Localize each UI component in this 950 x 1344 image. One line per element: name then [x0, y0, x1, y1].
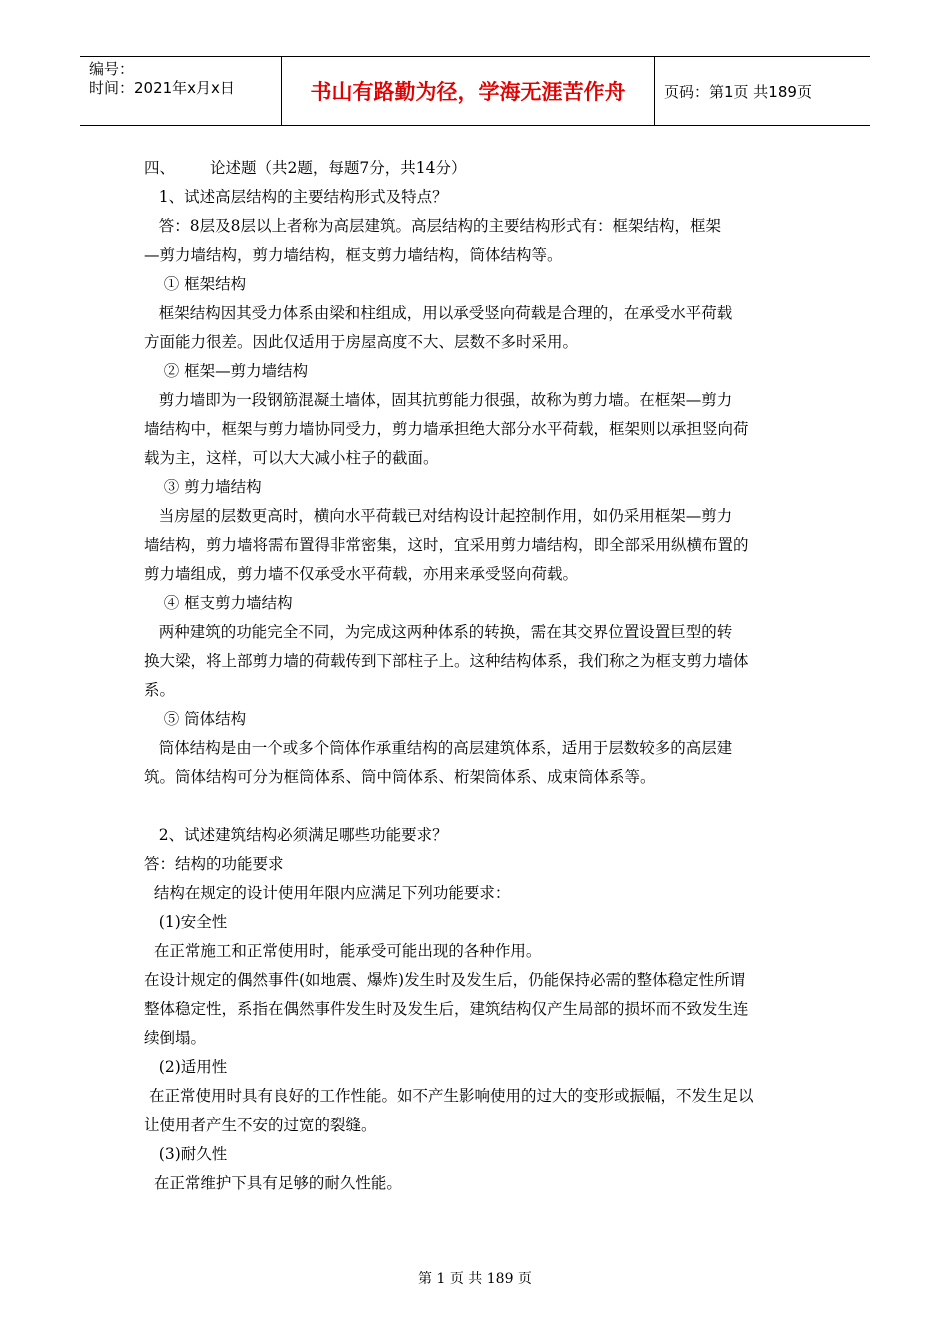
text-line: 筑。筒体结构可分为框筒体系、筒中筒体系、桁架筒体系、成束筒体系等。 — [144, 768, 656, 786]
text-line: ⑤ 筒体结构 — [144, 710, 247, 728]
text-line: 1、试述高层结构的主要结构形式及特点？ — [144, 188, 448, 206]
text-line: 当房屋的层数更高时，横向水平荷载已对结构设计起控制作用，如仍采用框架—剪力 — [144, 507, 733, 525]
body-lines — [144, 183, 812, 1198]
text-line: 剪力墙组成，剪力墙不仅承受水平荷载，亦用来承受竖向荷载。 — [144, 565, 579, 583]
text-line: 答：8层及8层以上者称为高层建筑。高层结构的主要结构形式有：框架结构，框架 — [144, 217, 722, 235]
document-body — [144, 154, 812, 1198]
text-line: ③ 剪力墙结构 — [144, 478, 262, 496]
text-line: 在正常施工和正常使用时，能承受可能出现的各种作用。 — [144, 942, 542, 960]
section-number: 四、 — [144, 159, 176, 177]
text-line: (2)适用性 — [144, 1058, 228, 1076]
text-line: 2、试述建筑结构必须满足哪些功能要求？ — [144, 826, 448, 844]
text-line: 在正常使用时具有良好的工作性能。如不产生影响使用的过大的变形或振幅，不发生足以 — [144, 1087, 754, 1105]
blank-line — [144, 792, 812, 821]
header-page-code: 页码：第1页 共189页 — [664, 82, 812, 101]
text-line: ④ 框支剪力墙结构 — [144, 594, 293, 612]
text-line: 方面能力很差。因此仅适用于房屋高度不大、层数不多时采用。 — [144, 333, 579, 351]
header-meta — [80, 57, 282, 125]
text-line: 框架结构因其受力体系由梁和柱组成，用以承受竖向荷载是合理的，在承受水平荷载 — [144, 304, 733, 322]
section-title: 论述题（共2题，每题7分，共14分） — [210, 159, 467, 177]
text-line: 让使用者产生不安的过宽的裂缝。 — [144, 1116, 377, 1134]
text-line: 换大梁，将上部剪力墙的荷载传到下部柱子上。这种结构体系，我们称之为框支剪力墙体 — [144, 652, 749, 670]
page-header — [80, 56, 870, 126]
text-line: —剪力墙结构，剪力墙结构，框支剪力墙结构，筒体结构等。 — [144, 246, 563, 264]
time-label: 时间：2021年x月x日 — [89, 79, 235, 97]
text-line: (1)安全性 — [144, 913, 228, 931]
text-line: 墙结构中，框架与剪力墙协同受力，剪力墙承担绝大部分水平荷载，框架则以承担竖向荷 — [144, 420, 749, 438]
text-line: 载为主，这样，可以大大减小柱子的截面。 — [144, 449, 439, 467]
text-line: 筒体结构是由一个或多个筒体作承重结构的高层建筑体系，适用于层数较多的高层建 — [144, 739, 733, 757]
number-label: 编号： — [89, 60, 135, 78]
text-line: 结构在规定的设计使用年限内应满足下列功能要求： — [144, 884, 511, 902]
text-line: 系。 — [144, 681, 176, 699]
text-line: ① 框架结构 — [144, 275, 247, 293]
text-line: 整体稳定性，系指在偶然事件发生时及发生后，建筑结构仅产生局部的损坏而不致发生连 — [144, 1000, 749, 1018]
text-line: 续倒塌。 — [144, 1029, 207, 1047]
header-motto: 书山有路勤为径，学海无涯苦作舟 — [282, 57, 655, 125]
text-line: 答：结构的功能要求 — [144, 855, 284, 873]
text-line: 在设计规定的偶然事件(如地震、爆炸)发生时及发生后，仍能保持必需的整体稳定性所谓 — [144, 971, 746, 989]
text-line: ② 框架—剪力墙结构 — [144, 362, 309, 380]
text-line: 墙结构，剪力墙将需布置得非常密集，这时，宜采用剪力墙结构，即全部采用纵横布置的 — [144, 536, 749, 554]
page-footer: 第 1 页 共 189 页 — [418, 1271, 532, 1287]
text-line: (3)耐久性 — [144, 1145, 228, 1163]
text-line: 剪力墙即为一段钢筋混凝土墙体，固其抗剪能力很强，故称为剪力墙。在框架—剪力 — [144, 391, 733, 409]
text-line: 在正常维护下具有足够的耐久性能。 — [144, 1174, 402, 1192]
text-line: 两种建筑的功能完全不同，为完成这两种体系的转换，需在其交界位置设置巨型的转 — [144, 623, 733, 641]
section-heading — [144, 154, 812, 183]
